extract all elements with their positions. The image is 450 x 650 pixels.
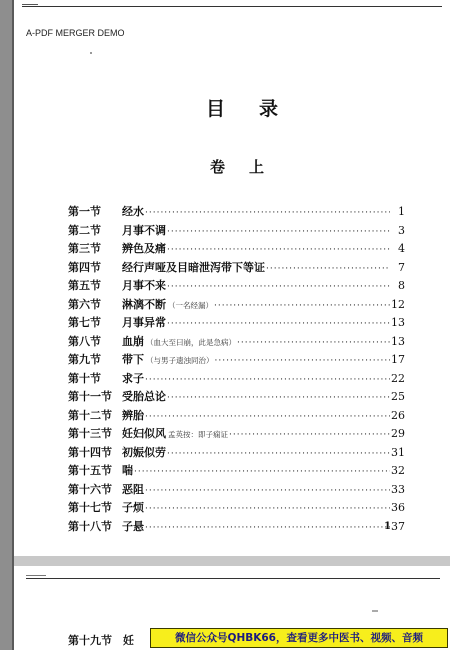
- toc-section-number: 第十节: [68, 371, 101, 385]
- toc-page-number: 29: [391, 427, 405, 440]
- toc-section-number: 第三节: [68, 242, 101, 255]
- toc-leader-dots: [237, 338, 390, 348]
- toc-section-title: 喘: [122, 464, 133, 477]
- toc-section-title: 辨胎: [122, 408, 144, 422]
- next-page-top-mark: [26, 575, 46, 576]
- toc-entry: [68, 518, 405, 537]
- toc-page-number: 22: [391, 371, 405, 385]
- scan-speck: [90, 52, 92, 54]
- toc-entry: [68, 407, 405, 426]
- toc-page-number: 32: [391, 464, 405, 477]
- toc-entry: [68, 370, 405, 389]
- toc-section-title: 经水: [122, 205, 144, 218]
- toc-page-number: 8: [398, 279, 405, 292]
- toc-page-number: 1: [398, 205, 405, 218]
- toc-title: 目录: [205, 98, 312, 120]
- promo-banner[interactable]: 微信公众号QHBK66，查看更多中医书、视频、音频: [150, 628, 448, 648]
- toc-section-title: 月事不调: [122, 223, 166, 237]
- toc-page-number: 7: [398, 260, 405, 274]
- toc-section-note: （血大至曰崩，此是急病）: [146, 337, 236, 347]
- toc-leader-dots: [167, 282, 390, 292]
- toc-leader-dots: [214, 301, 390, 311]
- toc-section-number: 第十七节: [68, 501, 112, 514]
- toc-section-note: （一名经漏）: [168, 300, 213, 310]
- toc-page-number: 33: [391, 482, 405, 496]
- toc-page-number: 36: [391, 501, 405, 514]
- toc-leader-dots: [145, 486, 390, 496]
- toc-section-title: 月事不来: [122, 279, 166, 292]
- toc-entry: [68, 444, 405, 463]
- toc-section-title: 月事异常: [122, 316, 166, 329]
- toc-section-number: 第四节: [68, 260, 101, 274]
- toc-leader-dots: [215, 356, 391, 366]
- toc-leader-dots: [266, 264, 390, 274]
- toc-section-title: 子烦: [122, 501, 144, 514]
- toc-section-number: 第十五节: [68, 464, 112, 477]
- toc-section-title: 初娠似劳: [122, 445, 166, 459]
- toc-entry: [68, 351, 405, 370]
- toc-section-title: 受胎总论: [122, 390, 166, 403]
- toc-section-number: 第八节: [68, 334, 101, 348]
- toc-section-title: 辨色及痛: [122, 242, 166, 255]
- toc-page-number: 37: [391, 519, 405, 533]
- toc-entry: [68, 333, 405, 352]
- toc-section-note: （与男子遗浊同治）: [146, 356, 214, 365]
- toc-section-title: 求子: [122, 371, 144, 385]
- table-of-contents: [68, 203, 405, 536]
- toc-section-number: 第十六节: [68, 482, 112, 496]
- volume-title: 卷上: [209, 158, 288, 176]
- toc-page-number: 26: [391, 408, 405, 422]
- toc-page-number: 13: [391, 316, 405, 329]
- toc-section-title: 带下: [122, 353, 144, 366]
- toc-leader-dots: [145, 523, 390, 533]
- toc-section-number: 第五节: [68, 279, 101, 292]
- toc-page-number: 4: [398, 242, 405, 255]
- toc-leader-dots: [167, 319, 390, 329]
- toc-entry: [68, 314, 405, 333]
- toc-section-number: 第二节: [68, 223, 101, 237]
- toc-entry: [68, 388, 405, 407]
- toc-section-number: 第十一节: [68, 390, 112, 403]
- toc-leader-dots: [167, 227, 390, 237]
- demo-watermark: A-PDF MERGER DEMO: [26, 28, 125, 38]
- toc-leader-dots: [229, 430, 390, 440]
- next-page-top-rule: [26, 578, 440, 579]
- page-top-rule: [22, 6, 442, 7]
- toc-leader-dots: [145, 412, 390, 422]
- toc-section-number: 第一节: [68, 205, 101, 218]
- toc-entry: [68, 481, 405, 500]
- toc-section-note: 孟英按：即子痫证: [168, 430, 228, 439]
- toc-page-number: 25: [391, 390, 405, 403]
- toc-section-number: 第七节: [68, 316, 101, 329]
- toc-section-title: 经行声哑及目暗泄泻带下等证: [122, 260, 265, 274]
- toc-leader-dots: [145, 208, 390, 218]
- toc-entry: [68, 277, 405, 296]
- toc-section-number: 第六节: [68, 297, 101, 311]
- toc-leader-dots: [167, 245, 390, 255]
- toc-leader-dots: [145, 504, 390, 514]
- toc-leader-dots: [145, 375, 390, 385]
- toc-section-number: 第十四节: [68, 445, 112, 459]
- toc-page-number: 12: [391, 297, 405, 311]
- toc-entry: [68, 296, 405, 315]
- toc-section-number: 第十二节: [68, 408, 112, 422]
- toc-entry: [68, 240, 405, 259]
- toc-section-title: 妊妇似风: [122, 427, 166, 440]
- toc-section-title: 淋漓不断: [122, 297, 166, 311]
- toc-entry: [68, 203, 405, 222]
- toc-section-title: 血崩: [122, 334, 144, 348]
- next-page-toc-entry: 第十九节 妊: [68, 634, 134, 647]
- toc-leader-dots: [167, 393, 390, 403]
- toc-leader-dots: [167, 449, 390, 459]
- toc-entry: [68, 222, 405, 241]
- toc-section-number: 第九节: [68, 353, 101, 366]
- page-separator: [14, 556, 450, 566]
- page-number: 1: [384, 521, 391, 532]
- toc-page-number: 31: [391, 445, 405, 459]
- toc-page-number: 17: [391, 353, 405, 366]
- toc-leader-dots: [134, 467, 390, 477]
- toc-page-number: 3: [398, 223, 405, 237]
- toc-entry: [68, 259, 405, 278]
- toc-entry: [68, 425, 405, 444]
- toc-entry: [68, 462, 405, 481]
- toc-section-number: 第十八节: [68, 519, 112, 533]
- toc-section-number: 第十三节: [68, 427, 112, 440]
- page-top-mark: [22, 4, 38, 5]
- toc-page-number: 13: [391, 334, 405, 348]
- toc-entry: [68, 499, 405, 518]
- next-page-speck: [372, 610, 378, 612]
- toc-section-title: 子悬: [122, 519, 144, 533]
- toc-section-title: 恶阻: [122, 482, 144, 496]
